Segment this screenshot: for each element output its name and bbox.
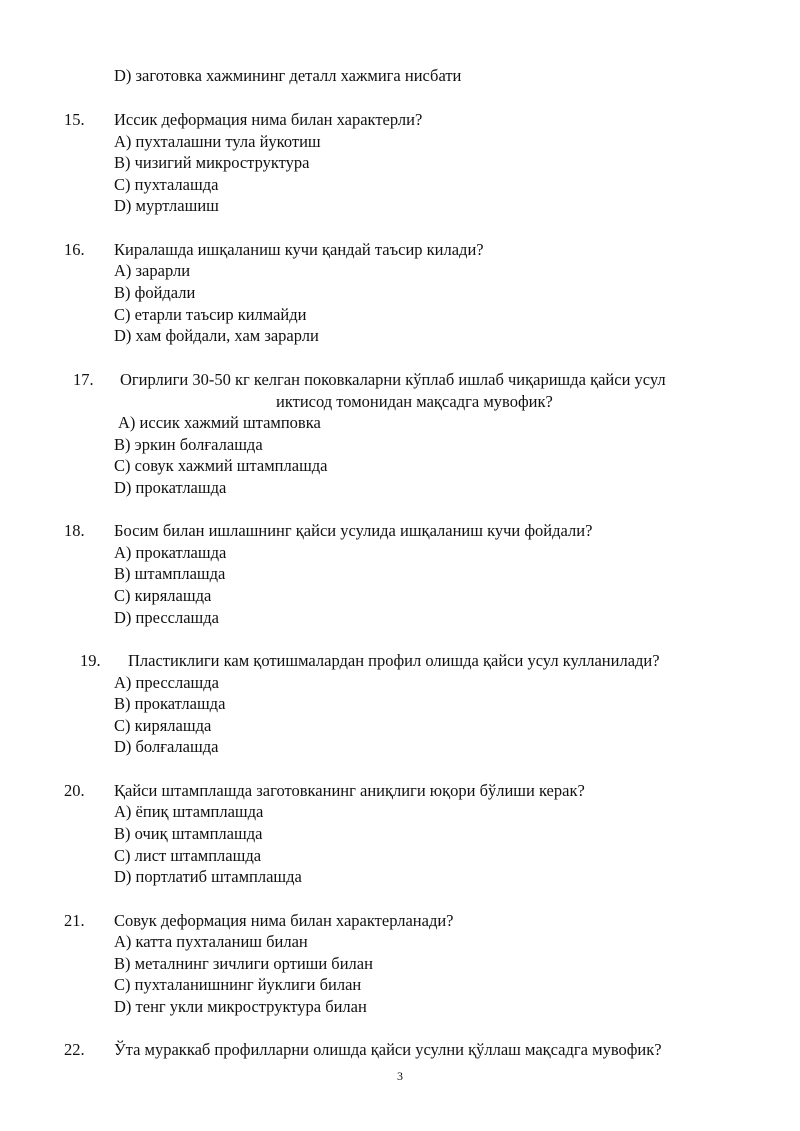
q20-option-d: D) портлатиб штамплашда: [114, 867, 302, 886]
q15-number: 15.: [64, 110, 85, 129]
q15-question-text: Иссик деформация нима билан характерли?: [114, 110, 423, 129]
q14-option-d: D) заготовка хажмининг деталл хажмига нисбати: [114, 66, 462, 85]
q17-number: 17.: [73, 370, 94, 389]
q19-option-b: B) прокатлашда: [114, 694, 226, 713]
q17-option-b: B) эркин болғалашда: [114, 435, 263, 454]
q16-option-b: B) фойдали: [114, 283, 196, 302]
q18-number: 18.: [64, 521, 85, 540]
q17-option-a: A) иссик хажмий штамповка: [118, 413, 321, 432]
q19-option-c: C) кирялашда: [114, 716, 212, 735]
q15-option-a: A) пухталашни тула йукотиш: [114, 132, 321, 151]
q19-option-d: D) болғалашда: [114, 737, 219, 756]
q15-option-d: D) муртлашиш: [114, 196, 219, 215]
q20-option-c: C) лист штамплашда: [114, 846, 262, 865]
q21-option-b: B) металнинг зичлиги ортиши билан: [114, 954, 373, 973]
q15-option-b: B) чизигий микроструктура: [114, 153, 310, 172]
q16-option-c: C) етарли таъсир килмайди: [114, 305, 307, 324]
q15-option-c: C) пухталашда: [114, 175, 219, 194]
q19-question-text: Пластиклиги кам қотишмалардан профил олишда қайси усул кулланилади?: [128, 651, 660, 670]
q20-option-a: A) ёпиқ штамплашда: [114, 802, 264, 821]
q16-option-a: A) зарарли: [114, 261, 191, 280]
q17-question-text-line1: Огирлиги 30-50 кг келган поковкаларни кўплаб ишлаб чиқаришда қайси усул: [120, 370, 666, 389]
q21-option-c: C) пухталанишнинг йуклиги билан: [114, 975, 362, 994]
q20-number: 20.: [64, 781, 85, 800]
q20-option-b: B) очиқ штамплашда: [114, 824, 263, 843]
q21-number: 21.: [64, 911, 85, 930]
q16-option-d: D) хам фойдали, хам зарарли: [114, 326, 319, 345]
q16-question-text: Киралашда ишқаланиш кучи қандай таъсир килади?: [114, 240, 484, 259]
q19-number: 19.: [80, 651, 101, 670]
q21-option-d: D) тенг укли микроструктура билан: [114, 997, 367, 1016]
q20-question-text: Қайси штамплашда заготовканинг аниқлиги юқори бўлиши керак?: [114, 781, 585, 800]
q22-question-text: Ўта мураккаб профилларни олишда қайси усулни қўллаш мақсадга мувофик?: [114, 1040, 662, 1059]
page-number: 3: [397, 1069, 403, 1083]
q18-question-text: Босим билан ишлашнинг қайси усулида ишқаланиш кучи фойдали?: [114, 521, 593, 540]
q21-option-a: A) катта пухталаниш билан: [114, 932, 308, 951]
q18-option-c: C) кирялашда: [114, 586, 212, 605]
q18-option-a: A) прокатлашда: [114, 543, 227, 562]
q16-number: 16.: [64, 240, 85, 259]
q22-number: 22.: [64, 1040, 85, 1059]
q17-option-c: C) совук хажмий штамплашда: [114, 456, 328, 475]
q19-option-a: A) пресслашда: [114, 673, 219, 692]
q17-question-text-line2: иктисод томонидан мақсадга мувофик?: [276, 392, 553, 411]
q21-question-text: Совук деформация нима билан характерланади?: [114, 911, 454, 930]
q18-option-b: B) штамплашда: [114, 564, 226, 583]
q18-option-d: D) пресслашда: [114, 608, 219, 627]
q17-option-d: D) прокатлашда: [114, 478, 227, 497]
